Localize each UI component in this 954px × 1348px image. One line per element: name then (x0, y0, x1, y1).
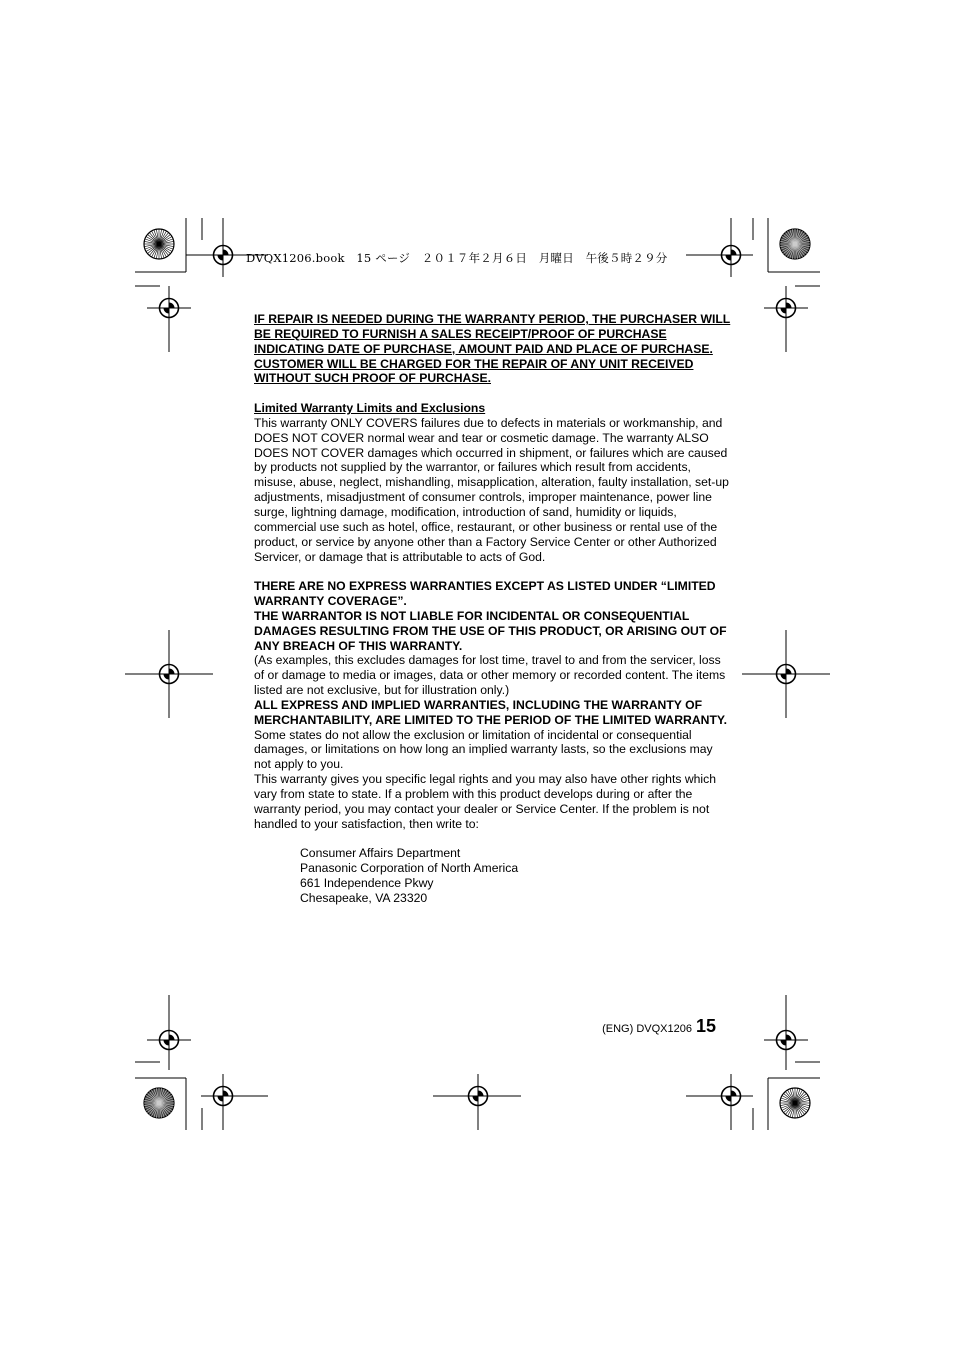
not-liable-notice: THE WARRANTOR IS NOT LIABLE FOR INCIDENTAL OR CONSEQUENTIAL DAMAGES RESULTING FROM THE USE OF THIS PRODUCT, OR ARISING OUT OF ANY BREACH OF THIS WARRANTY. (254, 608, 727, 653)
registration-mark (456, 1074, 500, 1118)
model-code: (ENG) DVQX1206 (602, 1023, 692, 1035)
registration-mark (125, 630, 213, 718)
limits-text: This warranty ONLY COVERS failures due to defects in materials or workmanship, and DOES NOT COVER normal wear and tear or cosmetic damage. The warranty ALSO DOES NOT COVER damages which occurred in shipment, or failures which are caused by products not supplied by the warrantor, or failures which result from accidents, misuse, abuse, neglect, mishandling, misapplication, alteration, faulty installation, set-up adjustments, misadjustment of consumer controls, improper maintenance, power line surge, lightning damage, modification, introduction of sand, humidity or liquids, commercial use such as hotel, office, restaurant, or other business or rental use of the product, or service by anyone other than a Factory Service Center or other Authorized Servicer, or damage that is attributable to acts of God. (254, 415, 729, 564)
address-line: Panasonic Corporation of North America (300, 861, 519, 876)
address-line: Consumer Affairs Department (300, 846, 461, 861)
states-text: Some states do not allow the exclusion or limitation of incidental or consequential damages, or limitations on how long an implied warranty lasts, so the exclusions may not apply to you. (254, 727, 713, 772)
starburst-target (780, 1088, 810, 1118)
page-number: 15 (695, 1016, 716, 1036)
starburst-target (144, 229, 174, 259)
registration-mark (201, 1074, 245, 1118)
warranty-content (254, 312, 732, 906)
registration-mark (709, 233, 753, 277)
print-file-header: DVQX1206.book 15 ページ ２０１７年２月６日 月曜日 午後５時２９分 (246, 251, 668, 265)
limits-heading: Limited Warranty Limits and Exclusions (254, 401, 486, 416)
registration-mark (742, 630, 830, 718)
registration-mark (201, 233, 245, 277)
registration-mark (147, 1018, 191, 1062)
repair-notice: IF REPAIR IS NEEDED DURING THE WARRANTY PERIOD, THE PURCHASER WILL BE REQUIRED TO FURNISH A SALES RECEIPT/PROOF OF PURCHASE INDICATING DATE OF PURCHASE, AMOUNT PAID AND PLACE OF PURCHASE. CUSTOMER WILL BE CHARGED FOR THE REPAIR OF ANY UNIT RECEIVED WITHOUT SUCH PROOF OF PURCHASE. (254, 312, 731, 386)
starburst-target (780, 229, 810, 259)
address-line: Chesapeake, VA 23320 (300, 890, 428, 905)
no-express-warranties: THERE ARE NO EXPRESS WARRANTIES EXCEPT AS LISTED UNDER “LIMITED WARRANTY COVERAGE”. (254, 579, 716, 609)
starburst-target (144, 1088, 174, 1118)
page-footer (602, 1016, 716, 1037)
mailing-address (300, 846, 732, 905)
rights-text: This warranty gives you specific legal rights and you may also have other rights which vary from state to state. If a problem with this product develops during or after the warranty period, you may contact your dealer or Service Center. If the problem is not handled to your satisfaction, then write to: (254, 772, 716, 831)
registration-mark (764, 1018, 808, 1062)
address-line: 661 Independence Pkwy (300, 876, 434, 891)
implied-warranties-notice: ALL EXPRESS AND IMPLIED WARRANTIES, INCLUDING THE WARRANTY OF MERCHANTABILITY, ARE LIMITED TO THE PERIOD OF THE LIMITED WARRANTY. (254, 697, 728, 727)
registration-mark (709, 1074, 753, 1118)
examples-text: (As examples, this excludes damages for lost time, travel to and from the servicer, loss of or damage to media or images, data or other memory or recorded content. The items listed are not exclusive, but for illustration only.) (254, 653, 726, 698)
